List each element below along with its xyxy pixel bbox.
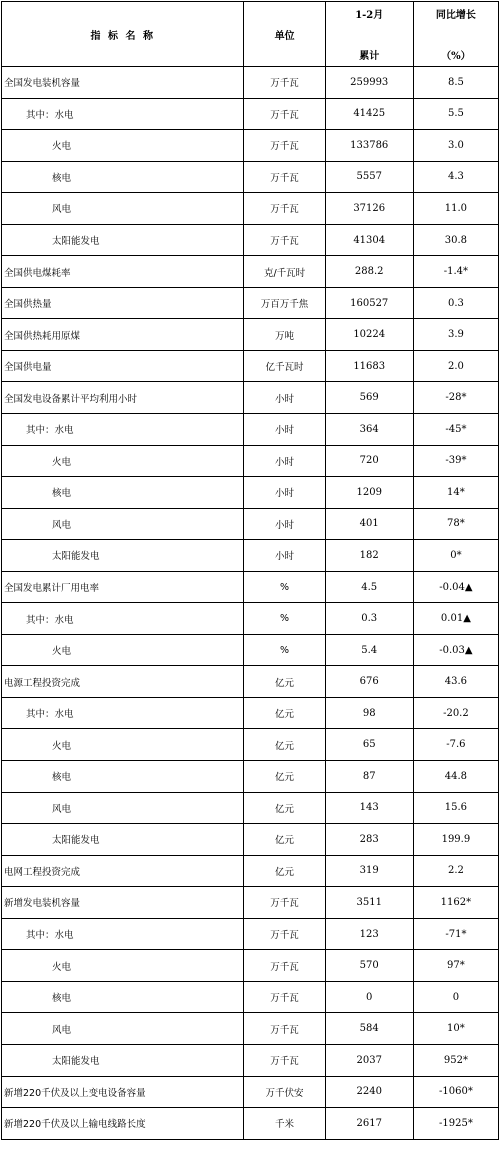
table-row <box>2 193 499 225</box>
indicator-name: 核电 <box>2 981 244 1013</box>
unit-cell: 亿千瓦时 <box>244 350 325 382</box>
unit-cell: 万千瓦 <box>244 98 325 130</box>
table-row <box>2 729 499 761</box>
indicator-name: 核电 <box>2 161 244 193</box>
yoy-value: -45* <box>413 414 498 446</box>
statistics-table <box>1 1 499 1140</box>
cumulative-value: 2037 <box>325 1044 413 1076</box>
unit-cell: 万千伏安 <box>244 1076 325 1108</box>
cumulative-value: 364 <box>325 414 413 446</box>
cumulative-value: 182 <box>325 540 413 572</box>
yoy-value: -1925* <box>413 1108 498 1140</box>
indicator-name: 其中：水电 <box>2 603 244 635</box>
table-row <box>2 161 499 193</box>
indicator-name: 全国发电累计厂用电率 <box>2 571 244 603</box>
yoy-value: 0.3 <box>413 287 498 319</box>
yoy-value: -0.03▲ <box>413 634 498 666</box>
table-row <box>2 855 499 887</box>
yoy-value: -1.4* <box>413 256 498 288</box>
cumulative-value: 584 <box>325 1013 413 1045</box>
indicator-name: 核电 <box>2 477 244 509</box>
header-cumulative-label: 累计 <box>359 51 380 62</box>
indicator-name: 核电 <box>2 761 244 793</box>
yoy-value: 1162* <box>413 887 498 919</box>
cumulative-value: 3511 <box>325 887 413 919</box>
indicator-name: 太阳能发电 <box>2 540 244 572</box>
unit-cell: 小时 <box>244 414 325 446</box>
yoy-value: 0 <box>413 981 498 1013</box>
indicator-name: 风电 <box>2 508 244 540</box>
cumulative-value: 0 <box>325 981 413 1013</box>
unit-cell: 万千瓦 <box>244 193 325 225</box>
table-row <box>2 1076 499 1108</box>
yoy-value: 5.5 <box>413 98 498 130</box>
cumulative-value: 401 <box>325 508 413 540</box>
cumulative-value: 123 <box>325 918 413 950</box>
table-header <box>2 2 499 67</box>
yoy-value: 4.3 <box>413 161 498 193</box>
yoy-value: 15.6 <box>413 792 498 824</box>
table-row <box>2 761 499 793</box>
indicator-name: 其中：水电 <box>2 98 244 130</box>
table-row <box>2 634 499 666</box>
table-row <box>2 824 499 856</box>
table-row <box>2 508 499 540</box>
table-row <box>2 477 499 509</box>
table-row <box>2 445 499 477</box>
unit-cell: 亿元 <box>244 729 325 761</box>
unit-cell: 亿元 <box>244 761 325 793</box>
indicator-name: 新增220千伏及以上变电设备容量 <box>2 1076 244 1108</box>
yoy-value: -1060* <box>413 1076 498 1108</box>
cumulative-value: 10224 <box>325 319 413 351</box>
indicator-name: 火电 <box>2 130 244 162</box>
yoy-value: 3.9 <box>413 319 498 351</box>
indicator-name: 其中：水电 <box>2 918 244 950</box>
yoy-value: 43.6 <box>413 666 498 698</box>
cumulative-value: 570 <box>325 950 413 982</box>
table-row <box>2 98 499 130</box>
table-row <box>2 918 499 950</box>
yoy-value: 8.5 <box>413 67 498 99</box>
indicator-name: 太阳能发电 <box>2 224 244 256</box>
cumulative-value: 569 <box>325 382 413 414</box>
cumulative-value: 37126 <box>325 193 413 225</box>
indicator-name: 其中：水电 <box>2 697 244 729</box>
unit-cell: 万千瓦 <box>244 130 325 162</box>
cumulative-value: 259993 <box>325 67 413 99</box>
yoy-value: -28* <box>413 382 498 414</box>
table-row <box>2 382 499 414</box>
cumulative-value: 160527 <box>325 287 413 319</box>
unit-cell: % <box>244 603 325 635</box>
unit-cell: % <box>244 571 325 603</box>
cumulative-value: 288.2 <box>325 256 413 288</box>
header-unit: 单位 <box>244 2 325 67</box>
unit-cell: 小时 <box>244 445 325 477</box>
unit-cell: 亿元 <box>244 792 325 824</box>
unit-cell: 小时 <box>244 508 325 540</box>
unit-cell: % <box>244 634 325 666</box>
table-row <box>2 981 499 1013</box>
table-row <box>2 414 499 446</box>
indicator-name: 火电 <box>2 634 244 666</box>
cumulative-value: 0.3 <box>325 603 413 635</box>
unit-cell: 千米 <box>244 1108 325 1140</box>
yoy-value: 0* <box>413 540 498 572</box>
table-row <box>2 887 499 919</box>
header-indicator-name: 指 标 名 称 <box>2 2 244 67</box>
cumulative-value: 143 <box>325 792 413 824</box>
table-row <box>2 571 499 603</box>
indicator-name: 火电 <box>2 950 244 982</box>
header-yoy-label: 同比增长 <box>435 10 476 21</box>
unit-cell: 万千瓦 <box>244 918 325 950</box>
yoy-value: 952* <box>413 1044 498 1076</box>
indicator-name: 全国发电设备累计平均利用小时 <box>2 382 244 414</box>
unit-cell: 万千瓦 <box>244 887 325 919</box>
indicator-name: 全国供热耗用原煤 <box>2 319 244 351</box>
table-row <box>2 950 499 982</box>
cumulative-value: 5.4 <box>325 634 413 666</box>
table-row <box>2 224 499 256</box>
indicator-name: 太阳能发电 <box>2 1044 244 1076</box>
unit-cell: 万千瓦 <box>244 1044 325 1076</box>
table-row <box>2 287 499 319</box>
indicator-name: 风电 <box>2 193 244 225</box>
cumulative-value: 676 <box>325 666 413 698</box>
yoy-value: -20.2 <box>413 697 498 729</box>
indicator-name: 其中：水电 <box>2 414 244 446</box>
indicator-name: 火电 <box>2 729 244 761</box>
unit-cell: 小时 <box>244 477 325 509</box>
indicator-name: 全国发电装机容量 <box>2 67 244 99</box>
cumulative-value: 5557 <box>325 161 413 193</box>
indicator-name: 太阳能发电 <box>2 824 244 856</box>
table-row <box>2 540 499 572</box>
yoy-value: 11.0 <box>413 193 498 225</box>
yoy-value: 97* <box>413 950 498 982</box>
table-row <box>2 666 499 698</box>
cumulative-value: 4.5 <box>325 571 413 603</box>
table-body <box>2 67 499 1140</box>
unit-cell: 小时 <box>244 540 325 572</box>
yoy-value: 78* <box>413 508 498 540</box>
unit-cell: 万千瓦 <box>244 950 325 982</box>
header-period: 1-2月 <box>355 10 384 21</box>
indicator-name: 全国供热量 <box>2 287 244 319</box>
table-row <box>2 1108 499 1140</box>
header-cumulative <box>325 2 413 67</box>
unit-cell: 万千瓦 <box>244 224 325 256</box>
yoy-value: -39* <box>413 445 498 477</box>
cumulative-value: 2240 <box>325 1076 413 1108</box>
indicator-name: 风电 <box>2 792 244 824</box>
yoy-value: 30.8 <box>413 224 498 256</box>
yoy-value: 2.2 <box>413 855 498 887</box>
header-yoy-unit: （%） <box>441 51 471 62</box>
indicator-name: 电网工程投资完成 <box>2 855 244 887</box>
cumulative-value: 65 <box>325 729 413 761</box>
table-row <box>2 256 499 288</box>
yoy-value: 3.0 <box>413 130 498 162</box>
yoy-value: 199.9 <box>413 824 498 856</box>
table-row <box>2 603 499 635</box>
table-row <box>2 1044 499 1076</box>
table-row <box>2 350 499 382</box>
yoy-value: -0.04▲ <box>413 571 498 603</box>
yoy-value: 10* <box>413 1013 498 1045</box>
cumulative-value: 41304 <box>325 224 413 256</box>
table-row <box>2 697 499 729</box>
table-row <box>2 130 499 162</box>
unit-cell: 万千瓦 <box>244 1013 325 1045</box>
cumulative-value: 41425 <box>325 98 413 130</box>
unit-cell: 万千瓦 <box>244 161 325 193</box>
table-row <box>2 792 499 824</box>
yoy-value: 0.01▲ <box>413 603 498 635</box>
indicator-name: 新增220千伏及以上输电线路长度 <box>2 1108 244 1140</box>
header-yoy <box>413 2 498 67</box>
yoy-value: 14* <box>413 477 498 509</box>
unit-cell: 万千瓦 <box>244 981 325 1013</box>
indicator-name: 火电 <box>2 445 244 477</box>
cumulative-value: 319 <box>325 855 413 887</box>
unit-cell: 万吨 <box>244 319 325 351</box>
cumulative-value: 2617 <box>325 1108 413 1140</box>
unit-cell: 亿元 <box>244 855 325 887</box>
unit-cell: 万千瓦 <box>244 67 325 99</box>
indicator-name: 电源工程投资完成 <box>2 666 244 698</box>
indicator-name: 全国供电煤耗率 <box>2 256 244 288</box>
cumulative-value: 11683 <box>325 350 413 382</box>
unit-cell: 克/千瓦时 <box>244 256 325 288</box>
yoy-value: 44.8 <box>413 761 498 793</box>
unit-cell: 小时 <box>244 382 325 414</box>
indicator-name: 新增发电装机容量 <box>2 887 244 919</box>
indicator-name: 风电 <box>2 1013 244 1045</box>
cumulative-value: 1209 <box>325 477 413 509</box>
cumulative-value: 87 <box>325 761 413 793</box>
yoy-value: 2.0 <box>413 350 498 382</box>
cumulative-value: 98 <box>325 697 413 729</box>
cumulative-value: 720 <box>325 445 413 477</box>
yoy-value: -7.6 <box>413 729 498 761</box>
table-row <box>2 67 499 99</box>
unit-cell: 亿元 <box>244 824 325 856</box>
indicator-name: 全国供电量 <box>2 350 244 382</box>
unit-cell: 亿元 <box>244 697 325 729</box>
cumulative-value: 283 <box>325 824 413 856</box>
unit-cell: 万百万千焦 <box>244 287 325 319</box>
table-row <box>2 1013 499 1045</box>
yoy-value: -71* <box>413 918 498 950</box>
unit-cell: 亿元 <box>244 666 325 698</box>
table-row <box>2 319 499 351</box>
cumulative-value: 133786 <box>325 130 413 162</box>
